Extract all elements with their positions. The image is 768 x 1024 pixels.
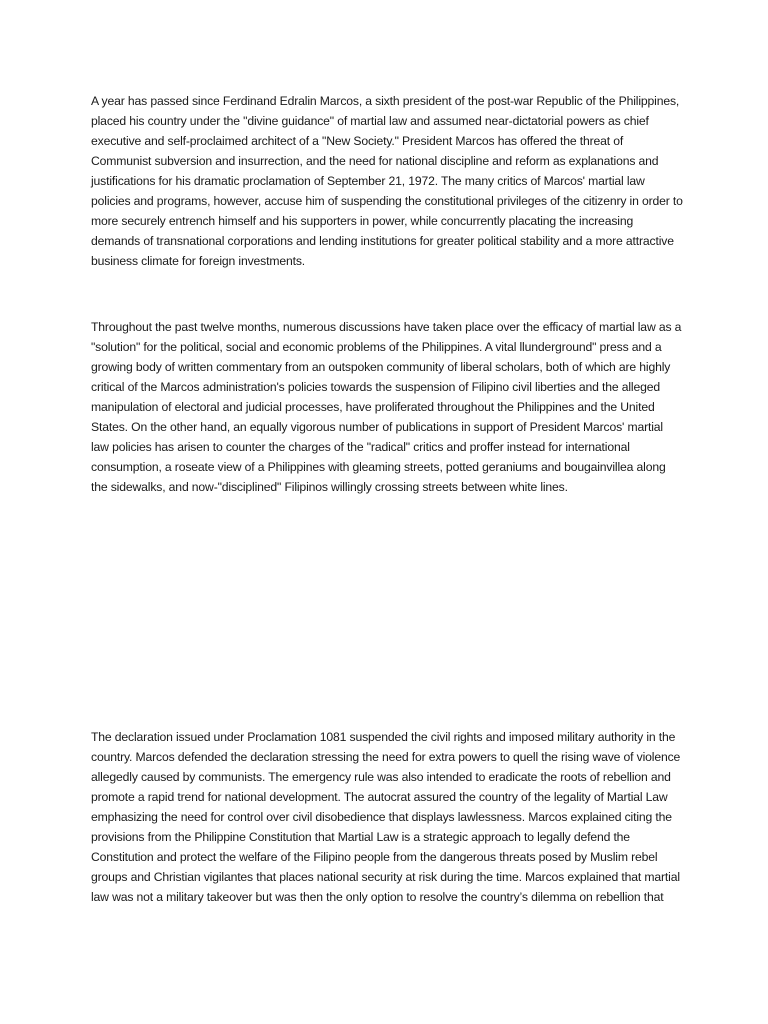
paragraph-1: A year has passed since Ferdinand Edralin Marcos, a sixth president of the post-war Republic of the Philippines, placed his country under the "divine guidance" of martial law and assumed near-dictatorial powers as chief executive and self-proclaimed architect of a "New Society." President Marcos has offered the threat of Communist subversion and insurrection, and the need for national discipline and reform as explanations and justifications for his dramatic proclamation of September 21, 1972. The many critics of Marcos' martial law policies and programs, however, accuse him of suspending the constitutional privileges of the citizenry in order to more securely entrench himself and his supporters in power, while concurrently placating the increasing demands of transnational corporations and lending institutions for greater political stability and a more attractive business climate for foreign investments. [91,94,683,268]
paragraph-2: Throughout the past twelve months, numerous discussions have taken place over the efficacy of martial law as a "solution" for the political, social and economic problems of the Philippines. A vital llunderground" press and a growing body of written commentary from an outspoken community of liberal scholars, both of which are highly critical of the Marcos administration's policies towards the suspension of Filipino civil liberties and the alleged manipulation of electoral and judicial processes, have proliferated throughout the Philippines and the United States. On the other hand, an equally vigorous number of publications in support of President Marcos' martial law policies has arisen to counter the charges of the "radical" critics and proffer instead for international consumption, a roseate view of a Philippines with gleaming streets, potted geraniums and bougainvillea along the sidewalks, and now-"disciplined" Filipinos willingly crossing streets between white lines. [91,320,682,494]
paragraph-3: The declaration issued under Proclamation 1081 suspended the civil rights and imposed military authority in the country. Marcos defended the declaration stressing the need for extra powers to quell the rising wave of violence allegedly caused by communists. The emergency rule was also intended to eradicate the roots of rebellion and promote a rapid trend for national development. The autocrat assured the country of the legality of Martial Law emphasizing the need for control over civil disobedience that displays lawlessness. Marcos explained citing the provisions from the Philippine Constitution that Martial Law is a strategic approach to legally defend the Constitution and protect the welfare of the Filipino people from the dangerous threats posed by Muslim rebel groups and Christian vigilantes that places national security at risk during the time. Marcos explained that martial law was not a military takeover but was then the only option to resolve the country’s dilemma on rebellion that [91,730,681,904]
